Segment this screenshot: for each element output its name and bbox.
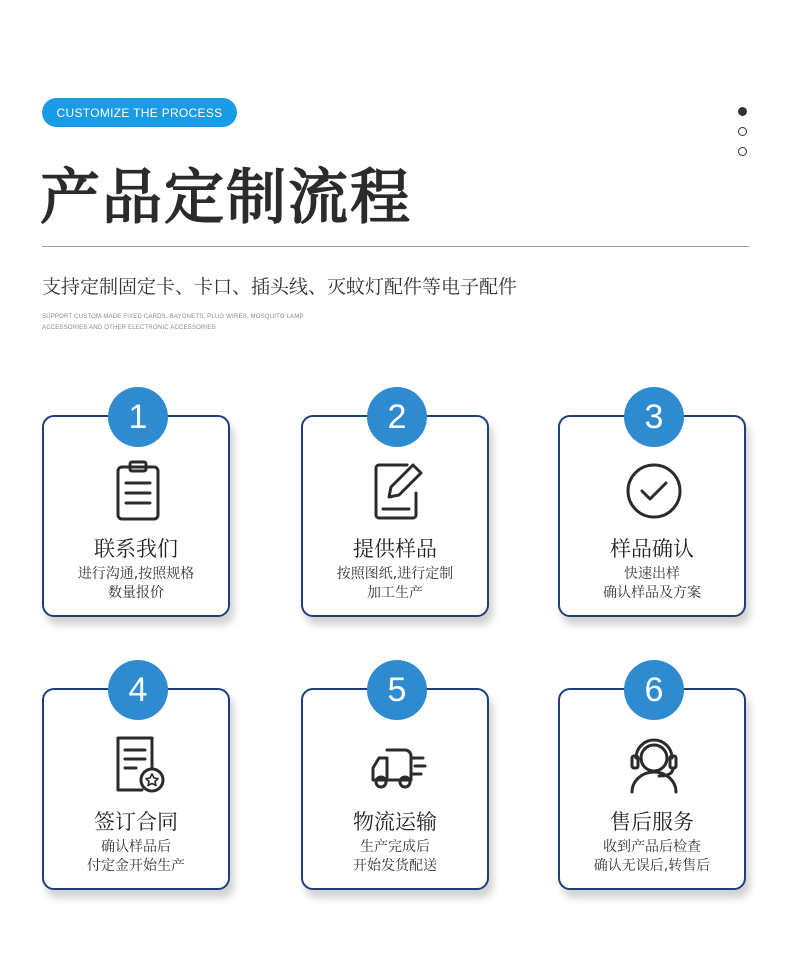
step-description [44,838,228,876]
page-title: 产品定制流程 [40,163,412,233]
headset-support-icon [624,732,684,796]
step-desc-line: 确认样品后 [101,839,171,855]
step-number: 3 [624,387,684,447]
clipboard-icon [108,459,168,523]
step-title: 物流运输 [353,810,437,834]
step-card-2 [301,397,489,617]
page-indicator [738,107,747,167]
page-subtitle: 支持定制固定卡、卡口、插头线、灭蚊灯配件等电子配件 [42,276,518,298]
page-dot-3[interactable] [738,147,747,156]
page-dot-1[interactable] [738,107,747,116]
step-desc-line: 快速出样 [624,566,680,582]
step-description [560,565,744,603]
step-title: 样品确认 [610,537,694,561]
step-number: 5 [367,660,427,720]
english-description [42,312,304,334]
step-card-1 [42,397,230,617]
step-description [560,838,744,876]
step-description [303,565,487,603]
step-card-4 [42,670,230,890]
step-desc-line: 加工生产 [367,585,423,601]
english-line-1: SUPPORT CUSTOM-MADE FIXED CARDS, BAYONETS, PLUG WIRES, MOSQUITO LAMP [42,314,304,320]
step-desc-line: 生产完成后 [360,839,430,855]
step-desc-line: 进行沟通,按照规格 [77,566,195,582]
step-desc-line: 收到产品后检查 [603,839,701,855]
step-description [303,838,487,876]
step-number: 1 [108,387,168,447]
step-desc-line: 确认无误后,转售后 [593,858,711,874]
step-title: 签订合同 [94,810,178,834]
english-line-2: ACCESSORIES AND OTHER ELECTRONIC ACCESSORIES [42,325,216,331]
step-number: 2 [367,387,427,447]
step-desc-line: 开始发货配送 [353,858,437,874]
step-desc-line: 按照图纸,进行定制 [336,566,454,582]
page-dot-2[interactable] [738,127,747,136]
divider [42,246,749,247]
step-number: 4 [108,660,168,720]
step-card-3 [558,397,746,617]
step-description [44,565,228,603]
step-card-5 [301,670,489,890]
step-title: 联系我们 [94,537,178,561]
customize-process-badge: CUSTOMIZE THE PROCESS [42,98,237,127]
check-circle-icon [624,459,684,523]
step-title: 售后服务 [610,810,694,834]
step-desc-line: 付定金开始生产 [87,858,185,874]
step-desc-line: 数量报价 [108,585,164,601]
step-title: 提供样品 [353,537,437,561]
edit-document-icon [367,459,427,523]
step-number: 6 [624,660,684,720]
step-card-6 [558,670,746,890]
contract-icon [108,732,168,796]
delivery-truck-icon [367,732,427,796]
step-desc-line: 确认样品及方案 [603,585,701,601]
